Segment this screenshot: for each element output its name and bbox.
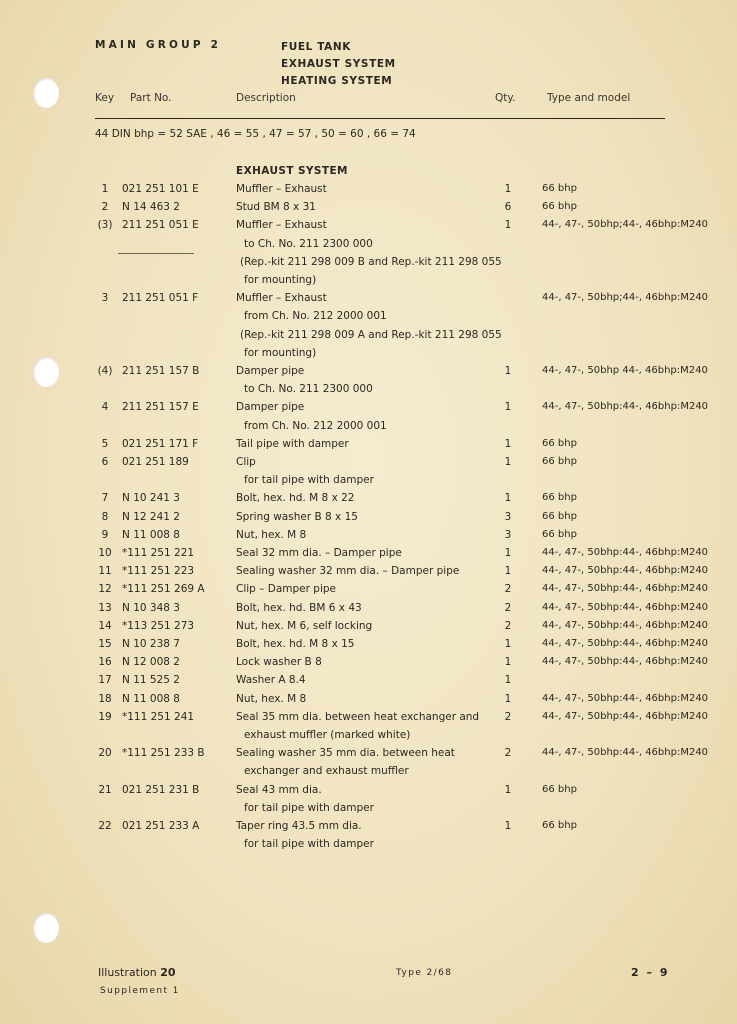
part-type-model: 44-, 47-, 50bhp:44-, 46bhp:M240 xyxy=(542,401,709,413)
description-continuation: (Rep.-kit 211 298 009 B and Rep.-kit 211 298 055 xyxy=(240,255,502,268)
column-header-part: Part No. xyxy=(130,92,172,104)
part-quantity: 6 xyxy=(504,201,512,214)
part-quantity: 2 xyxy=(504,601,512,614)
part-quantity: 1 xyxy=(504,456,512,468)
table-row xyxy=(0,365,737,383)
part-key: 10 xyxy=(98,547,112,559)
part-type-model: 66 bhp xyxy=(542,820,577,831)
part-key: 11 xyxy=(98,565,112,578)
part-number: N 11 525 2 xyxy=(122,674,180,687)
part-description: Damper pipe xyxy=(236,401,305,414)
part-description: Clip xyxy=(236,456,256,468)
part-key: 7 xyxy=(101,492,109,505)
part-quantity: 1 xyxy=(504,365,512,377)
part-type-model: 44-, 47-, 50bhp:44-, 46bhp:M240 xyxy=(542,601,709,613)
part-type-model: 44-, 47-, 50bhp;44-, 46bhp:M240 xyxy=(542,219,709,231)
table-row xyxy=(0,492,737,510)
part-key: 16 xyxy=(98,656,112,669)
part-key: 13 xyxy=(98,601,112,614)
description-continuation: exchanger and exhaust muffler xyxy=(244,765,409,778)
part-number: 021 251 233 A xyxy=(122,820,200,832)
part-number: N 11 008 8 xyxy=(122,528,180,541)
part-number: N 10 241 3 xyxy=(122,492,180,505)
description-continuation: for tail pipe with damper xyxy=(244,474,374,487)
part-key: 17 xyxy=(98,674,112,687)
part-type-model: 66 bhp xyxy=(542,456,577,467)
part-key: 5 xyxy=(101,437,109,450)
group-titles xyxy=(281,39,396,90)
table-row xyxy=(0,438,737,456)
part-description: Lock washer B 8 xyxy=(236,656,322,669)
table-row xyxy=(0,656,737,674)
illustration-ref xyxy=(98,966,176,979)
title-fuel-tank: FUEL TANK xyxy=(281,41,352,53)
part-number: N 10 238 7 xyxy=(122,638,180,650)
part-key: 9 xyxy=(101,528,109,541)
part-description: Seal 35 mm dia. between heat exchanger and xyxy=(236,710,480,723)
part-description: Muffler – Exhaust xyxy=(236,183,327,195)
part-key: 12 xyxy=(98,583,112,596)
part-number: 211 251 051 E xyxy=(122,219,199,232)
part-description: Taper ring 43.5 mm dia. xyxy=(236,820,362,832)
part-key: 1 xyxy=(101,183,109,195)
part-type-model: 44-, 47-, 50bhp:44-, 46bhp:M240 xyxy=(542,656,709,668)
part-quantity: 2 xyxy=(504,583,512,596)
table-row xyxy=(0,456,737,474)
description-continuation: (Rep.-kit 211 298 009 A and Rep.-kit 211 298 055 xyxy=(240,328,502,341)
description-continuation: to Ch. No. 211 2300 000 xyxy=(244,237,373,250)
table-row xyxy=(0,638,737,656)
part-quantity: 1 xyxy=(504,401,512,414)
table-row xyxy=(0,565,737,583)
main-group-heading: MAIN GROUP 2 xyxy=(95,39,222,51)
part-key: 19 xyxy=(98,710,112,723)
part-number: N 14 463 2 xyxy=(122,201,180,214)
part-description: Seal 43 mm dia. xyxy=(236,783,322,796)
column-header-description: Description xyxy=(236,92,296,104)
part-type-model: 44-, 47-, 50bhp:44-, 46bhp:M240 xyxy=(542,638,709,649)
part-description: Bolt, hex. hd. BM 6 x 43 xyxy=(236,601,362,614)
part-type-model: 44-, 47-, 50bhp:44-, 46bhp:M240 xyxy=(542,565,709,577)
part-number: *111 251 233 B xyxy=(122,747,205,760)
part-description: Washer A 8.4 xyxy=(236,674,306,687)
part-number: *113 251 273 xyxy=(122,619,195,632)
column-header-type: Type and model xyxy=(547,92,631,104)
description-continuation: from Ch. No. 212 2000 001 xyxy=(244,419,387,432)
part-number: 021 251 189 xyxy=(122,456,189,468)
part-description: Seal 32 mm dia. – Damper pipe xyxy=(236,547,402,559)
punch-hole xyxy=(33,913,59,943)
part-number: 211 251 051 F xyxy=(122,292,199,305)
table-row xyxy=(0,292,737,310)
part-description: Damper pipe xyxy=(236,365,305,377)
description-continuation: to Ch. No. 211 2300 000 xyxy=(244,383,373,396)
part-description: Muffler – Exhaust xyxy=(236,292,327,305)
part-description: Spring washer B 8 x 15 xyxy=(236,510,358,523)
table-row xyxy=(0,583,737,601)
table-row xyxy=(0,219,737,237)
part-number: 021 251 101 E xyxy=(122,183,199,195)
part-type-model: 66 bhp xyxy=(542,492,577,504)
section-title: EXHAUST SYSTEM xyxy=(236,165,348,177)
part-key: (4) xyxy=(97,365,113,377)
column-header-qty: Qty. xyxy=(495,92,516,104)
part-number: N 12 241 2 xyxy=(122,510,180,523)
table-row xyxy=(0,620,737,638)
part-quantity: 2 xyxy=(504,619,512,632)
table-row xyxy=(0,820,737,838)
part-description: Nut, hex. M 8 xyxy=(236,528,307,541)
part-type-model: 44-, 47-, 50bhp:44-, 46bhp:M240 xyxy=(542,747,709,759)
part-type-model: 66 bhp xyxy=(542,183,577,194)
column-header-key: Key xyxy=(95,92,115,104)
description-continuation: for mounting) xyxy=(244,346,317,359)
table-row xyxy=(0,201,737,219)
part-quantity: 1 xyxy=(504,437,512,450)
part-key: (3) xyxy=(97,219,113,232)
part-key: 18 xyxy=(98,692,112,705)
part-number: N 12 008 2 xyxy=(122,656,180,669)
header-rule xyxy=(95,118,665,119)
table-row xyxy=(0,183,737,201)
part-key: 3 xyxy=(101,292,109,305)
part-quantity: 3 xyxy=(504,528,512,541)
description-continuation: for tail pipe with damper xyxy=(244,838,374,851)
part-number: N 10 348 3 xyxy=(122,601,180,614)
part-key: 20 xyxy=(98,747,112,760)
table-row xyxy=(0,711,737,729)
title-heating-system: HEATING SYSTEM xyxy=(281,75,393,87)
part-number: *111 251 221 xyxy=(122,547,195,559)
part-quantity: 1 xyxy=(504,492,512,505)
description-continuation: from Ch. No. 212 2000 001 xyxy=(244,310,387,323)
table-row xyxy=(0,401,737,419)
part-type-model: 44-, 47-, 50bhp 44-, 46bhp:M240 xyxy=(542,365,708,376)
part-quantity: 1 xyxy=(504,820,512,832)
title-exhaust-system: EXHAUST SYSTEM xyxy=(281,58,396,70)
punch-hole xyxy=(33,78,59,108)
table-row xyxy=(0,674,737,692)
part-description: Sealing washer 32 mm dia. – Damper pipe xyxy=(236,565,460,578)
part-type-model: 44-, 47-, 50bhp:44-, 46bhp:M240 xyxy=(542,710,709,722)
part-type-model: 44-, 47-, 50bhp:44-, 46bhp:M240 xyxy=(542,547,709,558)
part-description: Tail pipe with damper xyxy=(236,437,349,450)
part-key: 2 xyxy=(101,201,109,214)
page-number: 2 – 9 xyxy=(631,966,670,979)
part-key: 8 xyxy=(101,510,109,523)
part-number: 021 251 171 F xyxy=(122,437,199,450)
part-type-model: 66 bhp xyxy=(542,201,577,213)
table-row xyxy=(0,784,737,802)
table-row xyxy=(0,511,737,529)
part-type-model: 66 bhp xyxy=(542,437,577,449)
part-key: 4 xyxy=(101,401,109,414)
part-quantity: 1 xyxy=(504,692,512,705)
part-description: Nut, hex. M 8 xyxy=(236,692,307,705)
part-quantity: 1 xyxy=(504,219,512,232)
supplement-label: Supplement 1 xyxy=(100,986,180,996)
part-number: *111 251 241 xyxy=(122,710,195,723)
pen-mark xyxy=(118,253,194,254)
part-quantity: 1 xyxy=(504,638,512,650)
part-number: 211 251 157 E xyxy=(122,401,199,414)
part-description: Nut, hex. M 6, self locking xyxy=(236,619,373,632)
part-number: 021 251 231 B xyxy=(122,783,200,796)
part-description: Clip – Damper pipe xyxy=(236,583,336,596)
part-type-model: 66 bhp xyxy=(542,783,577,795)
part-number: *111 251 269 A xyxy=(122,583,205,596)
part-description: Bolt, hex. hd. M 8 x 22 xyxy=(236,492,355,505)
part-number: 211 251 157 B xyxy=(122,365,200,377)
part-type-model: 44-, 47-, 50bhp:44-, 46bhp:M240 xyxy=(542,692,709,704)
part-quantity: 1 xyxy=(504,656,512,669)
part-type-model: 44-, 47-, 50bhp:44-, 46bhp:M240 xyxy=(542,619,709,631)
table-row xyxy=(0,602,737,620)
part-number: N 11 008 8 xyxy=(122,692,180,705)
part-quantity: 1 xyxy=(504,565,512,578)
illustration-number: 20 xyxy=(160,966,176,979)
table-row xyxy=(0,747,737,765)
part-key: 6 xyxy=(101,456,109,468)
part-number: *111 251 223 xyxy=(122,565,195,578)
part-quantity: 1 xyxy=(504,783,512,796)
part-description: Bolt, hex. hd. M 8 x 15 xyxy=(236,638,355,650)
part-description: Stud BM 8 x 31 xyxy=(236,201,316,214)
part-quantity: 1 xyxy=(504,674,512,687)
part-key: 22 xyxy=(98,820,112,832)
part-key: 14 xyxy=(98,619,112,632)
part-type-model: 44-, 47-, 50bhp;44-, 46bhp:M240 xyxy=(542,292,709,304)
description-continuation: for mounting) xyxy=(244,274,317,286)
description-continuation: for tail pipe with damper xyxy=(244,801,374,814)
type-label: Type 2/68 xyxy=(396,968,453,978)
part-description: Muffler – Exhaust xyxy=(236,219,327,232)
part-quantity: 1 xyxy=(504,183,512,195)
part-quantity: 3 xyxy=(504,510,512,523)
part-quantity: 2 xyxy=(504,710,512,723)
table-row xyxy=(0,529,737,547)
illustration-label: Illustration xyxy=(98,966,157,979)
part-type-model: 66 bhp xyxy=(542,528,577,540)
description-continuation: exhaust muffler (marked white) xyxy=(244,729,411,741)
part-type-model: 44-, 47-, 50bhp:44-, 46bhp:M240 xyxy=(542,583,709,595)
part-type-model: 66 bhp xyxy=(542,510,577,522)
power-equivalence-note: 44 DIN bhp = 52 SAE , 46 = 55 , 47 = 57 , 50 = 60 , 66 = 74 xyxy=(95,128,416,140)
table-row xyxy=(0,693,737,711)
part-quantity: 1 xyxy=(504,547,512,559)
part-key: 15 xyxy=(98,638,112,650)
part-key: 21 xyxy=(98,783,112,796)
part-quantity: 2 xyxy=(504,747,512,760)
part-description: Sealing washer 35 mm dia. between heat xyxy=(236,747,455,760)
table-row xyxy=(0,547,737,565)
